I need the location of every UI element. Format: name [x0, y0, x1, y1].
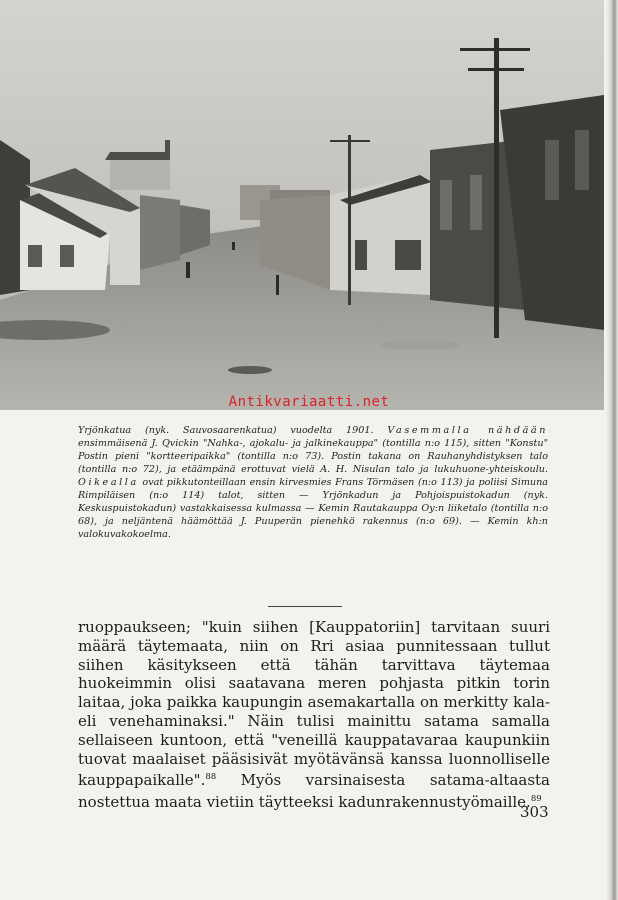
body-text-main: ruoppaukseen; "kuin siihen [Kauppatoriin] tarvitaan suuri määrä täytemaata, niin on Rri asiaa punnitessaan tullut siihen käsitykseen että tähän tarvittava täytemaa huokeimmin olisi saatavana meren pohjasta pitkin torin laitaa, joka paikka kaupungin asemakartalla on merkitty kala- eli venehaminaksi." Näin tulisi mainittu satama samalla sellaiseen kuntoon, että "veneillä kauppatavaraa kaupunkiin tuovat maalaiset pääsisivät myötävänsä kanssa luonnolliselle kauppapaikalle".: [78, 618, 550, 790]
caption-part-3: ovat pikkutonteillaan ensin kirvesmies Frans Törmäsen (n:o 113) ja poliisi Simuna Rimpiläisen (n:o 114) talot, sitten — Yrjönkadun ja Pohjoispuistokadun (nyk. Keskuspuistokadun) vastakkaisessa kulmassa — Kemin Rautakauppa Oy:n liiketalo (tontilla n:o 68), ja neljäntenä häämöttää J. Puuperän pienehkö rakennus (n:o 69). — Kemin kh:n valokuvakokoelma.: [78, 477, 548, 540]
footnote-ref-89: 89: [530, 794, 542, 805]
historical-street-photo: [0, 0, 604, 410]
caption-part-1: Yrjönkatua (nyk. Sauvosaarenkatua) vuodelta 1901.: [78, 425, 374, 436]
watermark: Antikvariaatti.net: [228, 394, 390, 410]
body-paragraph: [78, 618, 550, 812]
caption-part-2: ensimmäisenä J. Qvickin "Nahka-, ajokalu- ja jalkinekauppa" (tontilla n:o 115), sitten "Konstu" Postin pieni "kortteeripaikka" (tontilla n:o 73). Postin takana on Rauhanyhdistyksen talo (tontilla n:o 72), ja etäämpänä erottuvat vielä A. H. Nisulan talo ja lukuhuone-yhteiskoulu.: [78, 438, 548, 475]
footnote-ref-88: 88: [205, 772, 217, 783]
section-divider: [268, 606, 342, 607]
body-text-continued: Myös varsinaisesta satama-altaasta nostettua maata vietiin täytteeksi kadunrakennustyömaille.: [78, 771, 550, 812]
street-scene-illustration: [0, 0, 604, 410]
caption-emphasis-right: Oikealla: [78, 477, 139, 488]
photo-caption: [78, 424, 548, 541]
caption-emphasis-left: Vasemmalla nähdään: [387, 425, 549, 436]
page-number: 303: [520, 803, 549, 821]
page-edge: [606, 0, 618, 900]
